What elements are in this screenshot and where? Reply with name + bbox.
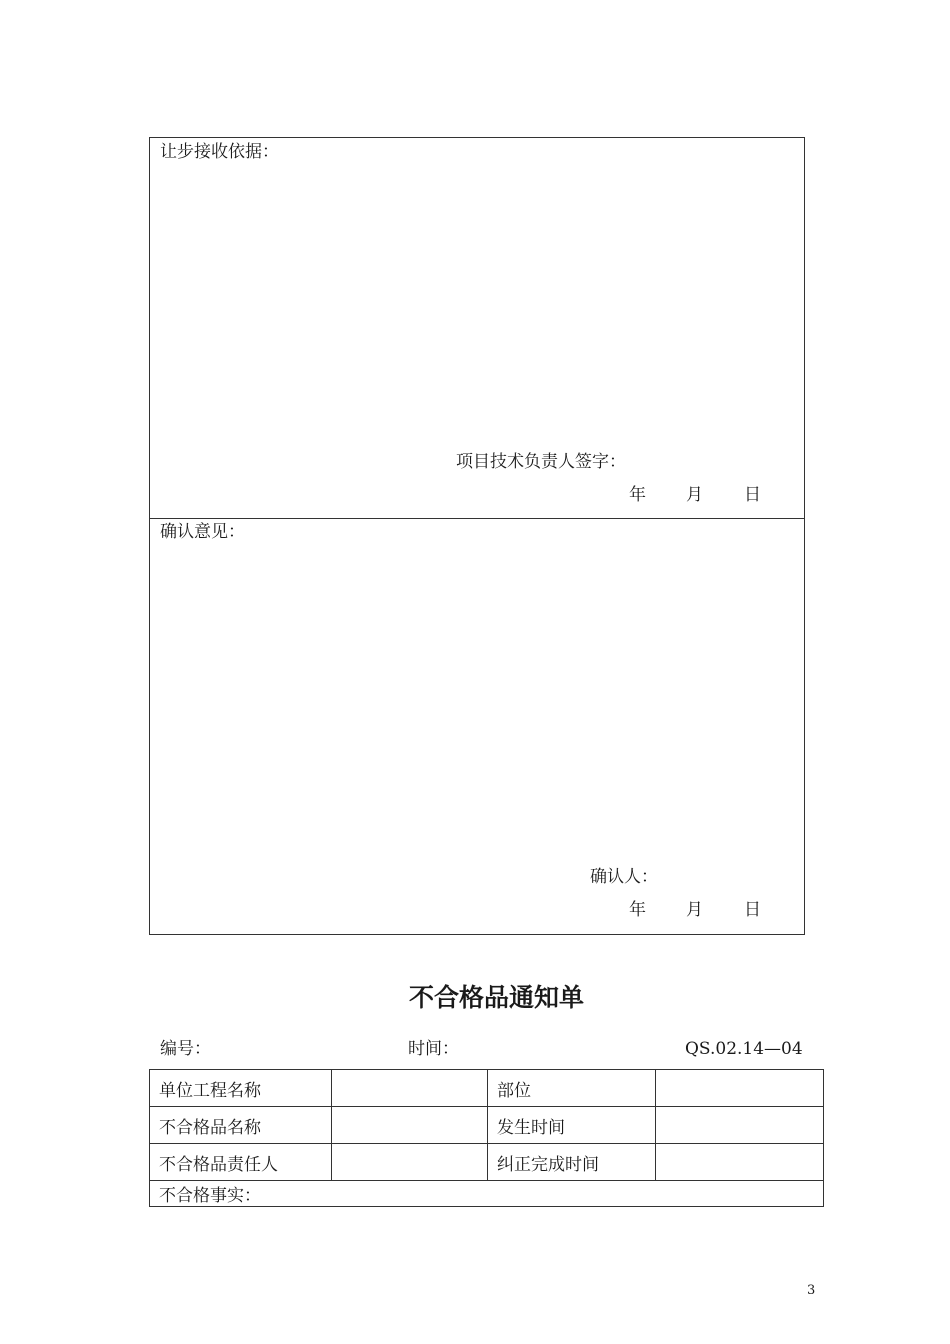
concession-date-year: 年 bbox=[629, 485, 646, 505]
correction-completion-time-field[interactable] bbox=[656, 1144, 824, 1181]
responsible-person-label: 不合格品责任人 bbox=[150, 1144, 332, 1181]
occurrence-time-label: 发生时间 bbox=[488, 1107, 656, 1144]
notice-title: 不合格品通知单 bbox=[409, 983, 585, 1012]
location-field[interactable] bbox=[656, 1070, 824, 1107]
concession-date-month: 月 bbox=[686, 485, 703, 505]
responsible-person-field[interactable] bbox=[332, 1144, 488, 1181]
form-code: QS.02.14—04 bbox=[685, 1039, 803, 1059]
page-number: 3 bbox=[807, 1283, 816, 1298]
notice-number-label: 编号： bbox=[160, 1039, 211, 1059]
confirmer-label: 确认人： bbox=[590, 867, 658, 887]
confirmation-date-day: 日 bbox=[744, 900, 761, 920]
nonconformity-facts-label: 不合格事实： bbox=[150, 1181, 824, 1207]
correction-completion-time-label: 纠正完成时间 bbox=[488, 1144, 656, 1181]
confirmation-opinion-label: 确认意见： bbox=[160, 522, 245, 542]
notice-table bbox=[149, 1069, 824, 1207]
occurrence-time-field[interactable] bbox=[656, 1107, 824, 1144]
nonconforming-item-name-field[interactable] bbox=[332, 1107, 488, 1144]
table-row bbox=[150, 1144, 824, 1181]
unit-project-name-label: 单位工程名称 bbox=[150, 1070, 332, 1107]
tech-lead-signature-label: 项目技术负责人签字： bbox=[456, 452, 626, 472]
location-label: 部位 bbox=[488, 1070, 656, 1107]
confirmation-date-month: 月 bbox=[686, 900, 703, 920]
table-row bbox=[150, 1070, 824, 1107]
concession-basis-label: 让步接收依据： bbox=[160, 142, 279, 162]
confirmation-date-year: 年 bbox=[629, 900, 646, 920]
table-row bbox=[150, 1181, 824, 1207]
notice-time-label: 时间： bbox=[408, 1039, 459, 1059]
concession-date-day: 日 bbox=[744, 485, 761, 505]
confirmation-box bbox=[149, 518, 805, 935]
nonconforming-item-name-label: 不合格品名称 bbox=[150, 1107, 332, 1144]
unit-project-name-field[interactable] bbox=[332, 1070, 488, 1107]
table-row bbox=[150, 1107, 824, 1144]
